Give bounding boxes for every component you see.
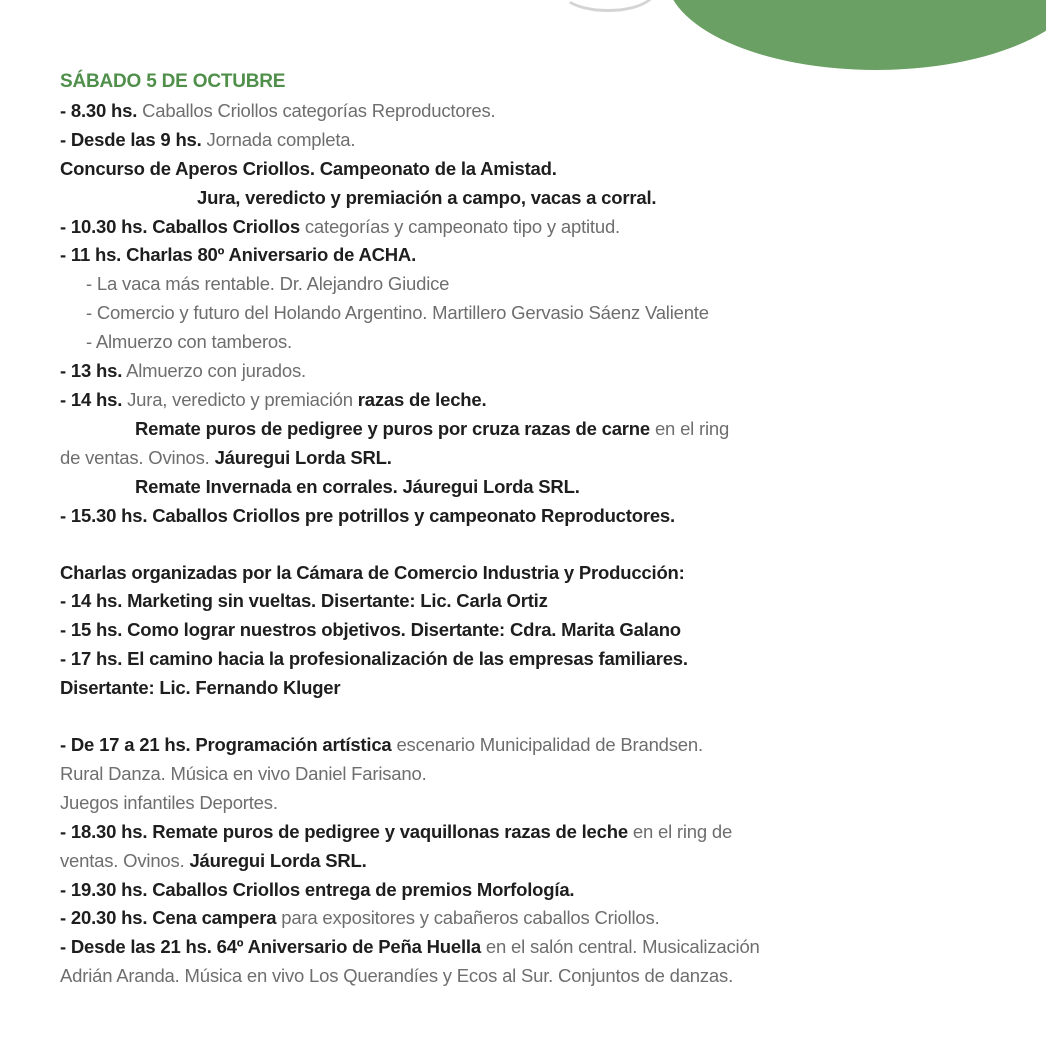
bold-text-segment: - 15 hs. Como lograr nuestros objetivos. Disertante: Cdra. Marita Galano bbox=[60, 619, 681, 641]
bold-text-segment: - 11 hs. Charlas 80º Aniversario de ACHA. bbox=[60, 244, 417, 266]
bold-text-segment: Charlas organizadas por la Cámara de Comercio Industria y Producción: bbox=[60, 561, 685, 583]
schedule-line bbox=[60, 155, 1020, 184]
bold-text-segment: Jura, veredicto y premiación a campo, vacas a corral. bbox=[197, 186, 657, 208]
schedule-line bbox=[60, 587, 1020, 616]
light-text-segment: Juegos infantiles Deportes. bbox=[60, 791, 278, 813]
bold-text-segment: - 18.30 hs. Remate puros de pedigree y vaquillonas razas de leche bbox=[60, 820, 628, 842]
schedule-line bbox=[60, 299, 1020, 328]
schedule-line bbox=[60, 270, 1020, 299]
schedule-line bbox=[60, 674, 1020, 703]
schedule-line bbox=[60, 357, 1020, 386]
bold-text-segment: Remate puros de pedigree y puros por cruza razas de carne bbox=[135, 417, 651, 439]
schedule-line bbox=[60, 962, 1020, 991]
green-corner-shape bbox=[666, 0, 1046, 70]
schedule-line bbox=[60, 645, 1020, 674]
schedule-line bbox=[60, 616, 1020, 645]
light-text-segment: ventas. Ovinos. bbox=[60, 849, 190, 871]
bold-text-segment: - 14 hs. bbox=[60, 388, 123, 410]
bold-text-segment: razas de leche. bbox=[357, 388, 487, 410]
decorative-arc bbox=[560, 0, 656, 12]
bold-text-segment: Disertante: Lic. Fernando Kluger bbox=[60, 677, 341, 699]
schedule-line bbox=[60, 241, 1020, 270]
bold-text-segment: - 13 hs. bbox=[60, 360, 123, 382]
light-text-segment: Jornada completa. bbox=[201, 128, 356, 150]
schedule-line bbox=[60, 818, 1020, 847]
schedule-line bbox=[60, 904, 1020, 933]
light-text-segment: Adrián Aranda. Música en vivo Los Querandíes y Ecos al Sur. Conjuntos de danzas. bbox=[60, 965, 734, 987]
schedule-line bbox=[60, 444, 1020, 473]
schedule-line bbox=[60, 876, 1020, 905]
schedule-line bbox=[60, 473, 1020, 502]
light-text-segment: Almuerzo con jurados. bbox=[122, 360, 306, 382]
bold-text-segment: Concurso de Aperos Criollos. Campeonato de la Amistad. bbox=[60, 157, 557, 179]
schedule-line bbox=[60, 97, 1020, 126]
schedule-line bbox=[60, 559, 1020, 588]
schedule-line bbox=[60, 760, 1020, 789]
section-gap bbox=[60, 703, 1020, 731]
bold-text-segment: - 15.30 hs. Caballos Criollos pre potrillos y campeonato Reproductores. bbox=[60, 504, 675, 526]
schedule-line bbox=[60, 213, 1020, 242]
light-text-segment: de ventas. Ovinos. bbox=[60, 446, 215, 468]
schedule-line bbox=[60, 789, 1020, 818]
bold-text-segment: - Desde las 9 hs. bbox=[60, 128, 202, 150]
schedule-line bbox=[60, 126, 1020, 155]
light-text-segment: en el salón central. Musicalización bbox=[480, 936, 760, 958]
light-text-segment: escenario Municipalidad de Brandsen. bbox=[391, 734, 703, 756]
bold-text-segment: - 14 hs. Marketing sin vueltas. Disertante: Lic. Carla Ortiz bbox=[60, 590, 548, 612]
light-text-segment: Jura, veredicto y premiación bbox=[122, 388, 358, 410]
bold-text-segment: Jáuregui Lorda SRL. bbox=[214, 446, 392, 468]
schedule-line bbox=[60, 415, 1020, 444]
bold-text-segment: - 8.30 hs. bbox=[60, 99, 138, 121]
schedule-line bbox=[60, 328, 1020, 357]
schedule-line bbox=[60, 731, 1020, 760]
bold-text-segment: - 17 hs. El camino hacia la profesionalización de las empresas familiares. bbox=[60, 648, 688, 670]
bold-text-segment: Remate Invernada en corrales. Jáuregui Lorda SRL. bbox=[135, 475, 580, 497]
light-text-segment: Caballos Criollos categorías Reproductores. bbox=[137, 99, 496, 121]
schedule-line bbox=[60, 386, 1020, 415]
section-gap bbox=[60, 531, 1020, 559]
schedule-line bbox=[60, 502, 1020, 531]
light-text-segment: en el ring bbox=[650, 417, 730, 439]
bold-text-segment: - De 17 a 21 hs. Programación artística bbox=[60, 734, 392, 756]
light-text-segment: - Comercio y futuro del Holando Argentino. Martillero Gervasio Sáenz Valiente bbox=[86, 302, 709, 324]
schedule-lines bbox=[60, 97, 1020, 991]
day-title: SÁBADO 5 DE OCTUBRE bbox=[60, 71, 286, 92]
schedule-line bbox=[60, 184, 1020, 213]
bold-text-segment: - 10.30 hs. Caballos Criollos bbox=[60, 215, 300, 237]
light-text-segment: - Almuerzo con tamberos. bbox=[86, 331, 292, 353]
schedule-document bbox=[60, 68, 1020, 991]
light-text-segment: - La vaca más rentable. Dr. Alejandro Giudice bbox=[86, 273, 450, 295]
light-text-segment: en el ring de bbox=[627, 820, 733, 842]
schedule-line bbox=[60, 933, 1020, 962]
light-text-segment: para expositores y cabañeros caballos Criollos. bbox=[276, 907, 660, 929]
bold-text-segment: - Desde las 21 hs. 64º Aniversario de Peña Huella bbox=[60, 936, 481, 958]
bold-text-segment: Jáuregui Lorda SRL. bbox=[189, 849, 367, 871]
light-text-segment: categorías y campeonato tipo y aptitud. bbox=[299, 215, 620, 237]
light-text-segment: Rural Danza. Música en vivo Daniel Farisano. bbox=[60, 762, 427, 784]
bold-text-segment: - 19.30 hs. Caballos Criollos entrega de premios Morfología. bbox=[60, 878, 575, 900]
bold-text-segment: - 20.30 hs. Cena campera bbox=[60, 907, 277, 929]
schedule-line bbox=[60, 847, 1020, 876]
